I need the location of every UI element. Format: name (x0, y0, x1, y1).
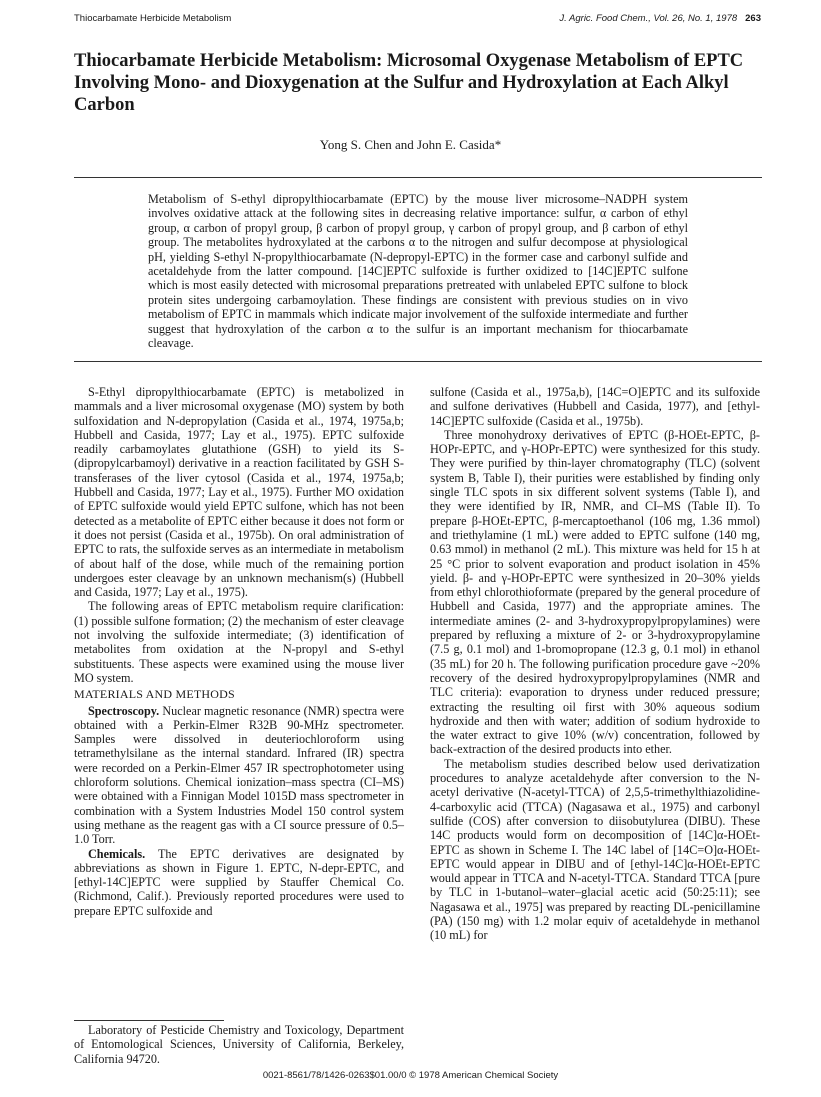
spectroscopy-paragraph (74, 704, 404, 847)
spectroscopy-heading: Spectroscopy. (88, 703, 160, 718)
footnote-rule (74, 1020, 224, 1021)
author-affiliation: Laboratory of Pesticide Chemistry and Toxicology, Department of Entomological Sciences, University of California, Berkeley, California 94720. (74, 1023, 404, 1066)
copyright-footer: 0021-8561/78/1426-0263$01.00/0 © 1978 American Chemical Society (262, 1070, 559, 1081)
running-head-title: Thiocarbamate Herbicide Metabolism (74, 13, 232, 24)
chemicals-text: The EPTC derivatives are designated by abbreviations as shown in Figure 1. EPTC, N-depr-EPTC, and [ethyl-14C]EPTC were supplied by Stauffer Chemical Co. (Richmond, Calif.). Previously reported procedures were used to prepare EPTC sulfoxide and (74, 846, 404, 918)
intro-paragraph-2: The following areas of EPTC metabolism require clarification: (1) possible sulfone formation; (2) the mechanism of ester cleavage not involving the sulfoxide intermediate; (3) identification of metabolites from oxidation at the N-propyl and S-ethyl substituents. These aspects were examined using the mouse liver MO system. (74, 599, 404, 685)
author-list: Yong S. Chen and John E. Casida* (319, 137, 502, 152)
right-paragraph-2: Three monohydroxy derivatives of EPTC (β-HOEt-EPTC, β-HOPr-EPTC, and γ-HOPr-EPTC) were synthesized for this study. They were purified by thin-layer chromatography (TLC) (solvent system B, Table I), their purities were established by finding only single TLC spots in six different solvent systems (Table I), and they were identified by IR, NMR, and CI–MS (Table II). To prepare β-HOEt-EPTC, β-mercaptoethanol (106 mg, 1.36 mmol) and triethylamine (1 mL) were added to EPTC sulfone (140 mg, 0.63 mmol) in methanol (2 mL). This mixture was held for 15 h at 25 °C prior to solvent evaporation and product isolation in 45% yield. β- and γ-HOPr-EPTC were synthesized in 20–30% yields from ethyl chlorothioformate (prepared by the general procedure of Hubbell and Casida, 1977) and the appropriate amines. The intermediate amines (2- and 3-hydroxypropylpropylamines) were prepared by refluxing a mixture of 2- or 3-hydroxypropylamine (7.5 g, 0.1 mol) and 1-bromopropane (12.3 g, 0.1 mol) in ethanol (35 mL) for 20 h. The following purification procedure gave ~20% recovery of the desired hydroxypropylpropylamines (NMR and TLC criteria): evaporation to dryness under reduced pressure; extracting the resulting oil first with 30% aqueous sodium hydroxide and then with water; addition of sodium hydroxide to the water extract to give 10% (w/v) concentration, followed by back-extraction of the desired products into ether. (430, 427, 760, 757)
journal-citation: J. Agric. Food Chem., Vol. 26, No. 1, 1978 (559, 13, 738, 24)
article-title: Thiocarbamate Herbicide Metabolism: Microsomal Oxygenase Metabolism of EPTC Involving Mono- and Dioxygenation at the Sulfur and Hydroxylation at Each Alkyl Carbon (74, 51, 744, 115)
right-paragraph-1: sulfone (Casida et al., 1975a,b), [14C=O]EPTC and its sulfoxide and sulfone derivatives (Hubbell and Casida, 1977), and [ethyl-14C]EPTC sulfoxide (Casida et al., 1975b). (430, 385, 760, 428)
abstract: Metabolism of S-ethyl dipropylthiocarbamate (EPTC) by the mouse liver microsome–NADPH system involves oxidative attack at the following sites in decreasing relative importance: sulfur, α carbon of ethyl group, α carbon of propyl group, β carbon of propyl group, γ carbon of propyl group, and β carbon of ethyl group. The metabolites hydroxylated at the carbons α to the nitrogen and sulfur decompose at physiological pH, yielding S-ethyl N-propylthiocarbamate (N-depropyl-EPTC) in the former case and carbonyl sulfide and acetaldehyde from the latter compound. [14C]EPTC sulfoxide is further oxidized to [14C]EPTC sulfone which is most easily detected with microsomal preparations pretreated with unlabeled EPTC sulfone to block protein sites undergoing carbamoylation. These findings are consistent with previous studies on in vivo metabolism of EPTC in mammals which indicate major involvement of the sulfoxide intermediate and further suggest that hydroxylation of the carbon α to the sulfur is an important mechanism for thiocarbamate cleavage. (148, 192, 688, 351)
abstract-top-rule (74, 177, 762, 178)
intro-paragraph-1: S-Ethyl dipropylthiocarbamate (EPTC) is metabolized in mammals and a liver microsomal oxygenase (MO) system by both sulfoxidation and N-depropylation (Casida et al., 1974, 1975a,b; Hubbell and Casida, 1977; Lay et al., 1975). EPTC sulfoxide readily carbamoylates glutathione (GSH) to yield its S-(dipropylcarbamoyl) derivative in a reaction facilitated by GSH S-transferases of the liver cytosol (Casida et al., 1974, 1975a,b; Hubbell and Casida, 1977; Lay et al., 1975). Further MO oxidation of EPTC sulfoxide would yield EPTC sulfone, which has not been detected as a metabolite of EPTC either because it does not form or it does not persist (Casida et al., 1975b). On oral administration of EPTC to rats, the sulfoxide serves as an intermediate in metabolism of about half of the dose, while much of the remaining portion undergoes ester cleavage by an unknown mechanism(s) (Hubbell and Casida, 1977; Lay et al., 1975). (74, 385, 405, 600)
right-paragraph-3: The metabolism studies described below used derivatization procedures to analyze acetaldehyde after conversion to the N-acetyl derivative (N-acetyl-TTCA) of 2,5,5-trimethylthiazolidine-4-carboxylic acid (TTCA) (Nagasawa et al., 1975) and carbonyl sulfide (COS) after conversion to diisobutylurea (DIBU). These 14C products would form on decomposition of [14C]α-HOEt-EPTC as shown in Scheme I. The 14C label of [14C=O]α-HOEt-EPTC would appear in DIBU and of [ethyl-14C]α-HOEt-EPTC would appear in TTCA and N-acetyl-TTCA. Standard TTCA [pure by TLC in 1-butanol–water–glacial acetic acid (50:25:11); see Nagasawa et al., 1975] was prepared by reacting DL-penicillamine (PA) (150 mg) with 1.2 molar equiv of acetaldehyde in methanol (10 mL) for (430, 756, 760, 943)
right-column (430, 385, 760, 943)
spectroscopy-text: Nuclear magnetic resonance (NMR) spectra were obtained with a Perkin-Elmer R32B 90-MHz spectrometer. Samples were dissolved in deuteriochloroform using tetramethylsilane as the internal standard. Infrared (IR) spectra were recorded on a Perkin-Elmer 457 IR spectrophotometer using chloroform solutions. Chemical ionization–mass spectra (CI–MS) were obtained with a Finnigan Model 1015D mass spectrometer in combination with a System Industries Model 150 control system using methane as the reagent gas with a CI source pressure of 0.5–1.0 Torr. (74, 703, 404, 847)
section-heading-methods: MATERIALS AND METHODS (74, 687, 235, 702)
chemicals-heading: Chemicals. (88, 846, 146, 861)
left-column (74, 385, 404, 918)
running-head-citation (559, 13, 761, 24)
abstract-bottom-rule (74, 361, 762, 362)
running-head (74, 13, 761, 27)
page-number: 263 (745, 13, 761, 24)
chemicals-paragraph (74, 847, 404, 918)
